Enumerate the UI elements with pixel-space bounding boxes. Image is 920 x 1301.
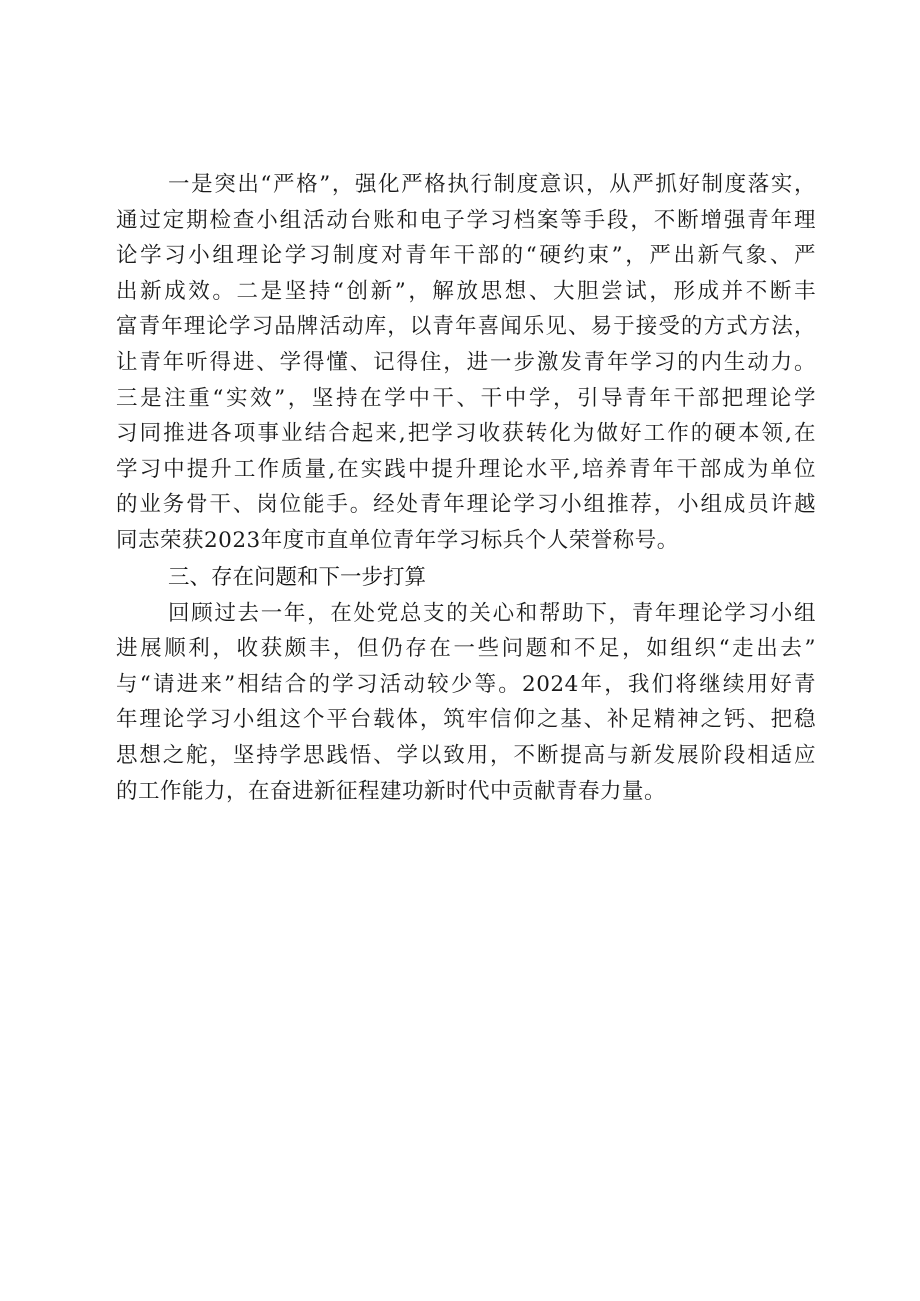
paragraph-line: 富青年理论学习品牌活动库，以青年喜闻乐见、易于接受的方式方法， xyxy=(116,314,816,340)
paragraph-line: 一是突出“严格”，强化严格执行制度意识，从严抓好制度落实， xyxy=(168,172,816,197)
paragraph-line: 的业务骨干、岗位能手。经处青年理论学习小组推荐，小组成员许越 xyxy=(116,492,816,518)
paragraph-line: 与“请进来”相结合的学习活动较少等。2024年，我们将继续用好青 xyxy=(116,671,816,697)
paragraph-line: 出新成效。二是坚持“创新”，解放思想、大胆尝试，形成并不断丰 xyxy=(116,278,816,304)
document-body xyxy=(116,167,816,809)
paragraph-line: 论学习小组理论学习制度对青年干部的“硬约束”，严出新气象、严 xyxy=(116,243,816,269)
paragraph-line: 的工作能力，在奋进新征程建功新时代中贡献青春力量。 xyxy=(116,778,667,804)
paragraph-line: 同志荣获2023年度市直单位青年学习标兵个人荣誉称号。 xyxy=(116,527,679,553)
section-heading: 三、存在问题和下一步打算 xyxy=(168,564,427,590)
paragraph-line: 学习中提升工作质量,在实践中提升理论水平,培养青年干部成为单位 xyxy=(116,456,816,482)
paragraph-line: 回顾过去一年，在处党总支的关心和帮助下，青年理论学习小组 xyxy=(168,600,816,626)
paragraph-review-and-plan xyxy=(116,596,816,810)
paragraph-line: 进展顺利，收获颇丰，但仍存在一些问题和不足，如组织“走出去” xyxy=(116,636,816,662)
paragraph-line: 让青年听得进、学得懂、记得住，进一步激发青年学习的内生动力。 xyxy=(116,349,816,375)
paragraph-line: 年理论学习小组这个平台载体，筑牢信仰之基、补足精神之钙、把稳 xyxy=(116,707,816,733)
paragraph-strict-innovation-effect xyxy=(116,167,816,559)
paragraph-line: 通过定期检查小组活动台账和电子学习档案等手段，不断增强青年理 xyxy=(116,207,816,233)
paragraph-line: 思想之舵，坚持学思践悟、学以致用，不断提高与新发展阶段相适应 xyxy=(116,742,816,768)
paragraph-line: 三是注重“实效”，坚持在学中干、干中学，引导青年干部把理论学 xyxy=(116,385,816,411)
paragraph-line: 习同推进各项事业结合起来,把学习收获转化为做好工作的硬本领,在 xyxy=(116,421,816,447)
